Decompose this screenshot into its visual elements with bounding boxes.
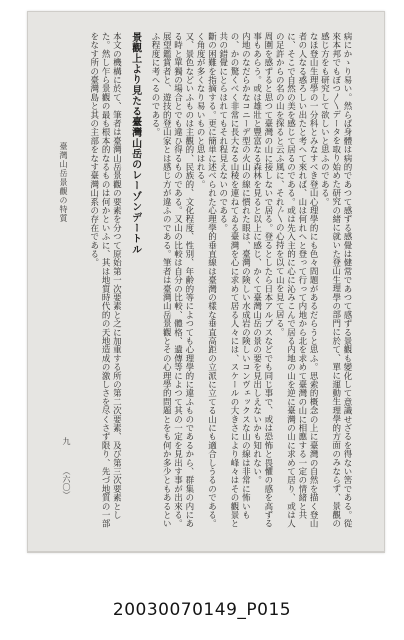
page-edge xyxy=(27,551,385,553)
section-heading: 景觀上より見たる臺灣山岳のレーゾンデートル xyxy=(129,32,141,255)
page-number-alt: （六〇） xyxy=(62,467,71,499)
paragraph-5: 斷の困難を指摘する。更に簡単に述べられた心理學的垂直線は臺灣の樣な垂直高距の立派に立てる山にも適合しうるのである。 xyxy=(206,32,217,528)
book-page xyxy=(27,11,385,553)
running-head: 臺灣山岳景觀の特質 xyxy=(59,142,68,223)
paragraph-4: 内地のなだらかなコニーデ型の火山の線に慣れた眼は、臺灣の険しい水成岩の険しいコンヴェックスな山の線は非常に怖いもの、かの驚くべく非常に長大なる山稜を連ねてゐる臺灣を心に求めて居る人々には、スケールの大きさにより峰々はその觀景と共の錯覺にとらはれてもそれ程見えないのである。 xyxy=(217,32,251,528)
image-caption: 20030070149_P015 xyxy=(112,600,292,620)
paragraph-6: く角度が多くなり易いものと思はれる。 xyxy=(195,32,206,189)
paragraph-7: 又、景色などいふものは主觀的、民族的、文化程度、性別、年齢的等によつても心理學的に違ふものであるから、群集の内にある時と單獨の場合とでも違ひ得るものである。又山の比較は自分の比較、體格、遺傳等によつて其の一定を見出す事が出來る。展望鑑賞者と、遊技的登山家とは感じ方が違ふのである。筆者は臺灣山岳景觀とその心理學的問題とをも何か多少ともあるといふ程度に考へるのである。 xyxy=(149,32,194,528)
paragraph-2: なほ登山生理學の一分科とみなすべき登山心理學的にも色々問題があるだらうと思ふ。思索的概念の上に臺灣の自然を描く登山者の人なる惑ろしい出たと考へて來れば、山は何れへと登って行って内地から北を求めて臺灣の山に相應する一定の情緒と共に、そこで自然の美を感じて居るのである。或は先入主的に心に沁みこんで居る内地の山を逆に臺灣の山に求めて居り、或は人の足許からの名の山を探ると云ふ風に、それ〴〵の心持を以て山を見て居る。 xyxy=(274,32,319,528)
paragraph-1: 病にかゝり易い。然らば身體は病的であつて感ずる感覺は健常であつて感ずる景觀も變化して意識せざるを得ない筈である。從來本邦でもぼつ〳〵データを取り始めた研究の緒に就いた登山生理學の部門に於て、單に運動生理學的方面のみならず、景觀の感じ方をも研究して欲しいと思ふのである。 xyxy=(319,32,352,528)
paragraph-after-1: 本文の機構に於て、筆者は臺灣山岳景觀の要素を分つて原始第一次要素と之に加重する所の第二次要素、及び第三次要素とした。然し乍ら景觀の最も根本的なるものは何かといふに、其は地質時代的の天地造成の激しさを尽くさず限り、先づ地質の一部をなす所の臺灣島と其の主部をなす臺灣山系の存在である。 xyxy=(88,32,122,528)
paragraph-3: 周圍を感ずると思つて臺灣の山に接しないで居る。登るとしたら日本アルプスなどでも同じ事で、或は恐怖と畏懼の感を高ずる事もあらう。或は雄壯と豐富なる森林を見ると以上に感じ、かくて臺灣山岳の景の要を見出しえないかも知れない。 xyxy=(251,32,273,528)
page-number: 九 xyxy=(62,437,71,445)
body-text xyxy=(82,32,352,532)
